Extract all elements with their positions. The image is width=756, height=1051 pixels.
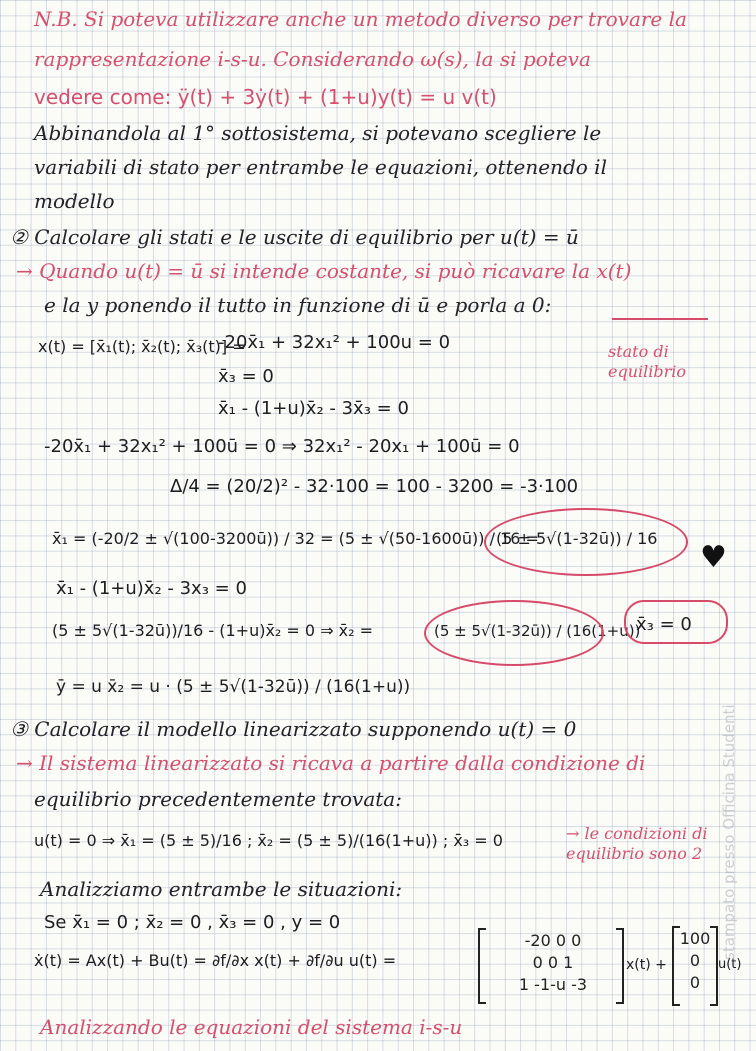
y-output: ȳ = u x̄₂ = u · (5 ± 5√(1-32ū)) / (16(1+u)): [56, 677, 411, 697]
nb-label: N.B.: [34, 7, 78, 31]
nb-line-2: rappresentazione i-s-u. Considerando ω(s), la si poteva: [34, 47, 591, 71]
nb-line-6: modello: [34, 189, 115, 213]
matrix-b-row-2: 0: [689, 951, 701, 970]
x2-equation: x̄₁ - (1+u)x̄₂ - 3x₃ = 0: [56, 578, 247, 599]
step3-line-2: equilibrio precedentemente trovata:: [34, 787, 402, 811]
matrix-b-right-bracket: [710, 926, 718, 1006]
step2-line-2: e la y ponendo il tutto in funzione di ū e porla a 0:: [44, 293, 552, 317]
heart-icon: ♥: [700, 540, 727, 575]
circle-x3: [624, 600, 728, 644]
watermark: stampato presso Officina Studenti: [720, 704, 738, 960]
matrix-a: [488, 930, 618, 996]
step3-title: ③ Calcolare il modello linearizzato supponendo u(t) = 0: [10, 717, 577, 741]
nb-line-5: variabili di stato per entrambe le equazioni, ottenendo il: [34, 155, 607, 179]
discriminant: Δ/4 = (20/2)² - 32·100 = 100 - 3200 = -3·100: [170, 476, 579, 497]
times-x: x(t) +: [626, 957, 667, 973]
matrix-b-row-3: 0: [689, 973, 701, 992]
circle-x1: [484, 508, 688, 576]
nb-line-4: Abbinandola al 1° sottosistema, si potevano scegliere le: [34, 121, 602, 145]
x1-solution-boxed: (5 ± 5√(1-32ū)) / 16: [496, 529, 658, 548]
matrix-b: [676, 928, 714, 994]
matrix-a-row-3: 1 -1-u -3: [518, 975, 588, 994]
matrix-a-right-bracket: [616, 928, 624, 1004]
matrix-a-row-2: 0 0 1: [532, 953, 574, 972]
circle-x2: [424, 600, 641, 666]
matrix-a-left-bracket: [478, 928, 486, 1004]
case-zero: Se x̄₁ = 0 ; x̄₂ = 0 , x̄₃ = 0 , y = 0: [44, 912, 341, 933]
x2-solution: (5 ± 5√(1-32ū)) / (16(1+u)): [434, 622, 641, 640]
step2-title: ② Calcolare gli stati e le uscite di equilibrio per u(t) = ū: [10, 225, 579, 249]
step3-line-3: Analizziamo entrambe le situazioni:: [40, 877, 403, 901]
bottom-line: Analizzando le equazioni del sistema i-s-u: [40, 1015, 463, 1039]
equilibrium-note: → le condizioni di equilibrio sono 2: [566, 824, 708, 863]
system-eq-1: -20x̄₁ + 32x₁² + 100u = 0: [218, 332, 451, 353]
nb-line-3: vedere come: ÿ(t) + 3ẏ(t) + (1+u)y(t) = u v(t): [34, 85, 497, 109]
matrix-b-row-1: 100: [679, 929, 711, 948]
quadratic-equation: -20x̄₁ + 32x₁² + 100ū = 0 ⇒ 32x₁² - 20x₁ + 100ū = 0: [44, 436, 520, 457]
system-eq-3: x̄₁ - (1+u)x̄₂ - 3x̄₃ = 0: [218, 398, 409, 419]
x3-solution: x̄₃ = 0: [636, 614, 692, 635]
underline-porla: [612, 318, 708, 320]
system-eq-2: x̄₃ = 0: [218, 366, 274, 387]
system-lhs: x(t) = [x̄₁(t); x̄₂(t); x̄₃(t)] =: [38, 337, 246, 356]
x1-solution: x̄₁ = (-20/2 ± √(100-3200ū)) / 32 = (5 ± √(50-1600ū)) / 16 =: [52, 529, 539, 548]
annotation-stato-equilibrio: stato di equilibrio: [608, 342, 687, 381]
linearized-model: ẋ(t) = Ax(t) + Bu(t) = ∂f/∂x x(t) + ∂f/∂u u(t) =: [34, 951, 397, 970]
step3-line-1: → Il sistema linearizzato si ricava a partire dalla condizione di: [16, 751, 646, 775]
x2-substitution: (5 ± 5√(1-32ū))/16 - (1+u)x̄₂ = 0 ⇒ x̄₂ =: [52, 621, 374, 640]
nb-line-1: [34, 6, 734, 32]
times-u: u(t): [718, 957, 742, 972]
matrix-a-row-1: -20 0 0: [524, 931, 582, 950]
nb-text-1: Si poteva utilizzare anche un metodo diverso per trovare la: [84, 7, 687, 31]
step2-line-1: → Quando u(t) = ū si intende costante, si può ricavare la x(t): [16, 259, 632, 283]
equilibrium-values: u(t) = 0 ⇒ x̄₁ = (5 ± 5)/16 ; x̄₂ = (5 ± 5)/(16(1+u)) ; x̄₃ = 0: [34, 831, 503, 850]
